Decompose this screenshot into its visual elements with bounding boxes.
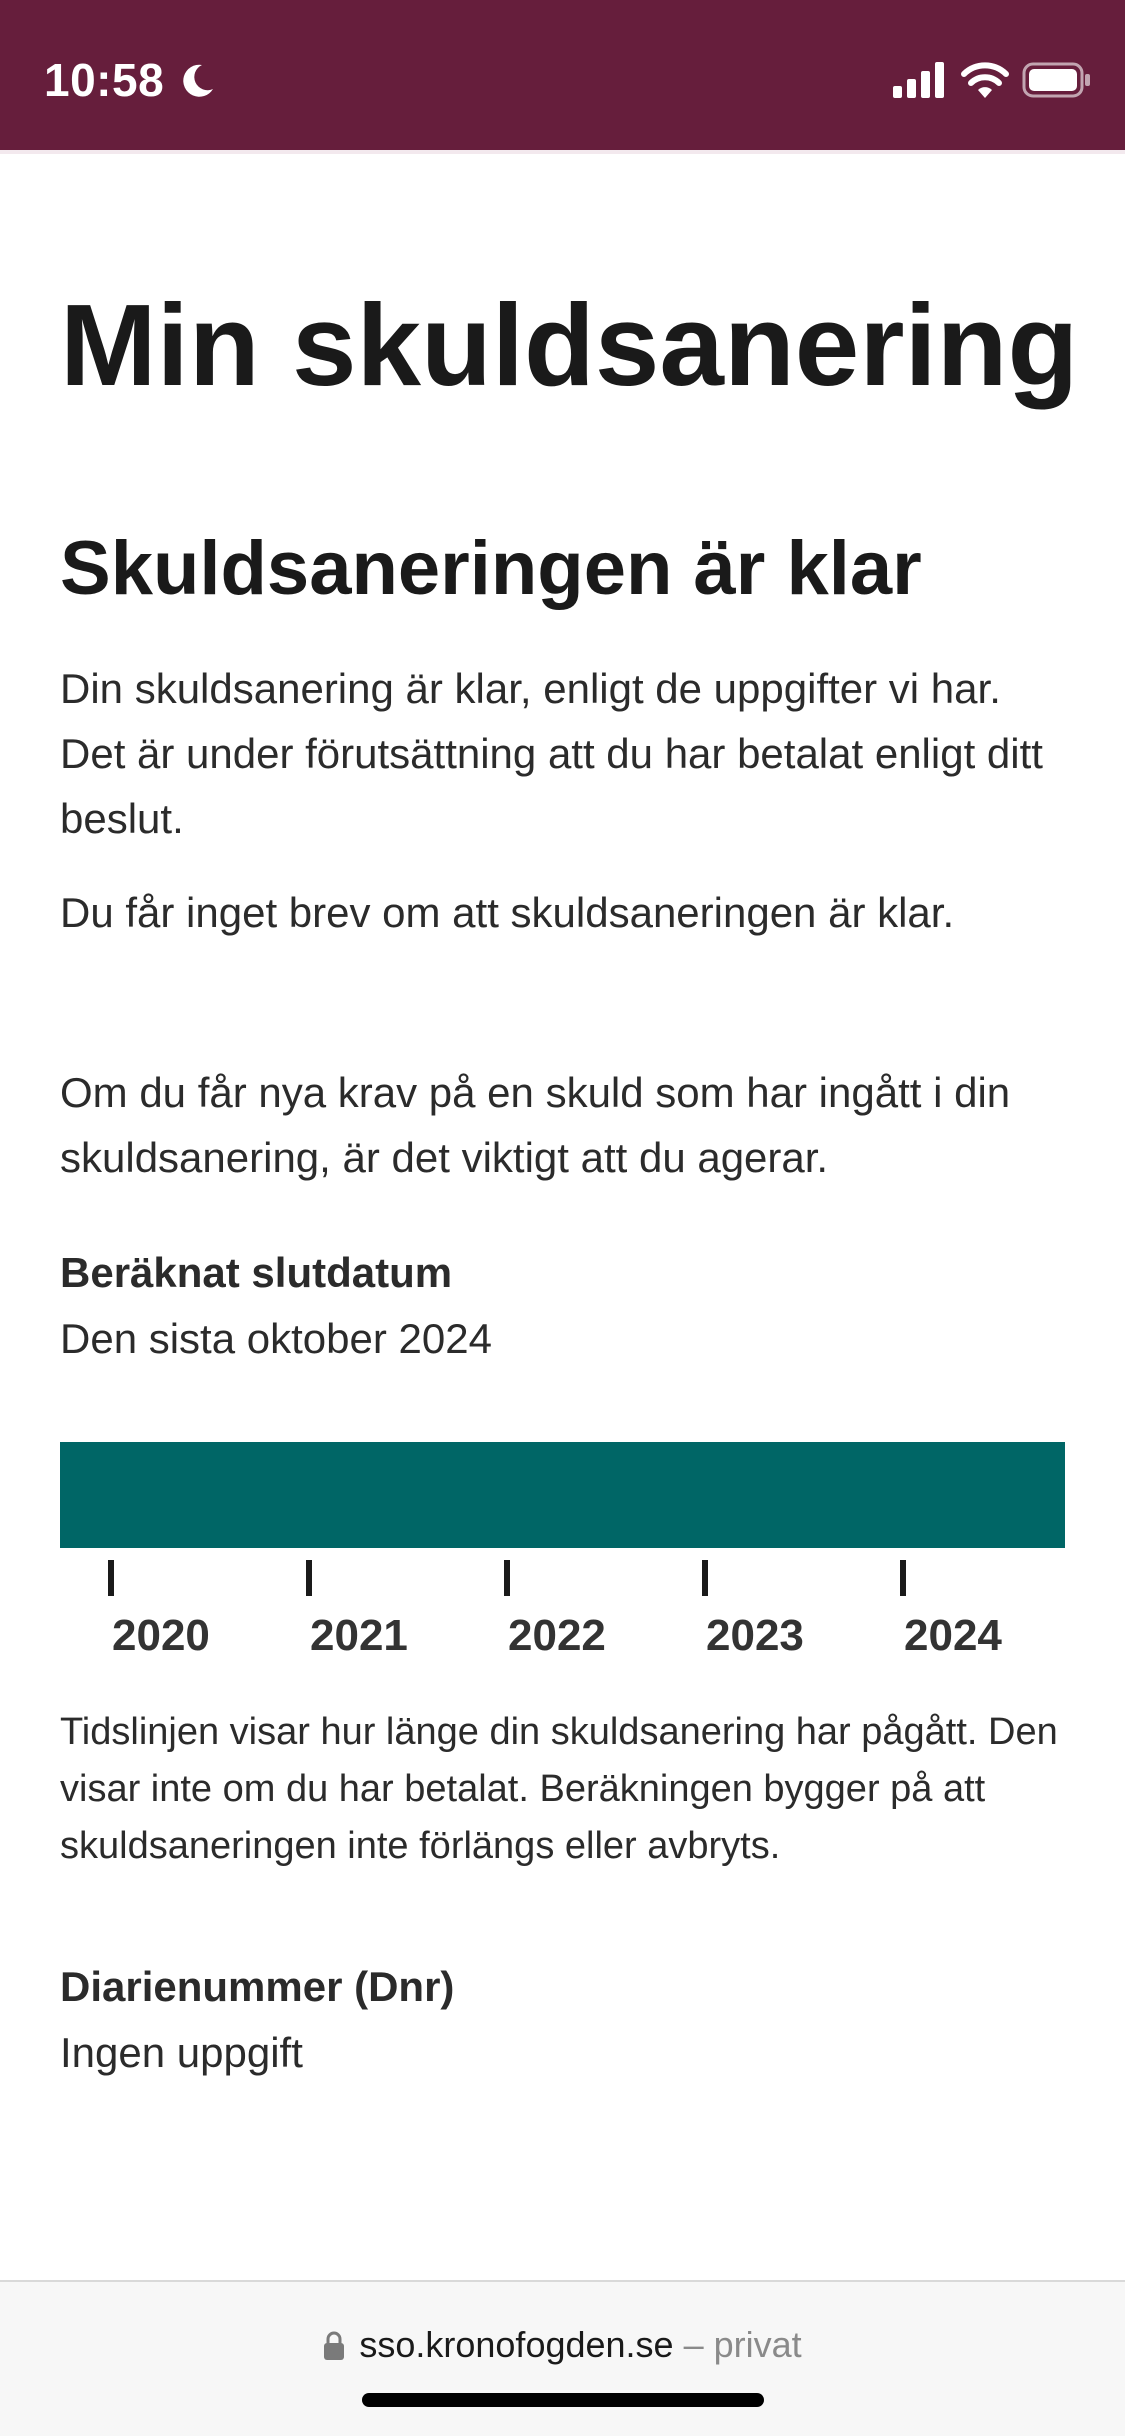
timeline-track xyxy=(60,1442,1065,1548)
case-number-value: Ingen uppgift xyxy=(60,2029,303,2076)
status-bar xyxy=(0,0,1125,150)
page-title: Min skuldsanering xyxy=(60,280,1079,410)
timeline-tick xyxy=(108,1560,114,1596)
home-indicator[interactable] xyxy=(362,2393,764,2407)
status-paragraph-2: Du får inget brev om att skuldsaneringen är klar. xyxy=(60,889,955,936)
timeline-year-label: 2022 xyxy=(508,1611,606,1660)
case-number-label: Diarienummer (Dnr) xyxy=(60,1963,455,2010)
timeline-year-label: 2020 xyxy=(112,1611,210,1660)
status-paragraph-3: Om du får nya krav på en skuld som har ingått i din skuldsanering, är det viktigt att du agerar. xyxy=(60,1069,1011,1181)
end-date-value: Den sista oktober 2024 xyxy=(60,1315,492,1362)
cellular-signal-icon xyxy=(893,62,945,98)
timeline-tick xyxy=(306,1560,312,1596)
wifi-icon xyxy=(960,60,1010,100)
status-paragraph-1: Din skuldsanering är klar, enligt de uppgifter vi har. Det är under förutsättning att du har betalat enligt ditt beslut. xyxy=(60,665,1043,842)
status-time: 10:58 xyxy=(44,54,165,106)
timeline-year-label: 2023 xyxy=(706,1611,804,1660)
lock-icon xyxy=(323,2331,345,2361)
url-host: sso.kronofogden.se xyxy=(359,2324,674,2365)
section-heading: Skuldsaneringen är klar xyxy=(60,526,922,611)
private-mode-label: privat xyxy=(713,2324,802,2365)
moon-icon xyxy=(178,62,216,100)
timeline-tick xyxy=(702,1560,708,1596)
timeline-year-label: 2024 xyxy=(904,1611,1002,1660)
end-date-label: Beräknat slutdatum xyxy=(60,1249,453,1296)
url-display[interactable] xyxy=(0,2322,1125,2368)
timeline-note: Tidslinjen visar hur länge din skuldsanering har pågått. Den visar inte om du har betalat. Beräkningen bygger på att skuldsaneringen inte förlängs eller avbryts. xyxy=(60,1711,1058,1867)
url-separator: – xyxy=(683,2324,704,2365)
timeline-tick xyxy=(900,1560,906,1596)
timeline-progress-bar xyxy=(60,1442,1065,1548)
timeline xyxy=(60,1442,1065,1682)
timeline-tick xyxy=(504,1560,510,1596)
battery-icon xyxy=(1022,62,1092,98)
status-divider xyxy=(0,150,1125,154)
browser-address-bar[interactable] xyxy=(0,2280,1125,2436)
timeline-year-label: 2021 xyxy=(310,1611,408,1660)
